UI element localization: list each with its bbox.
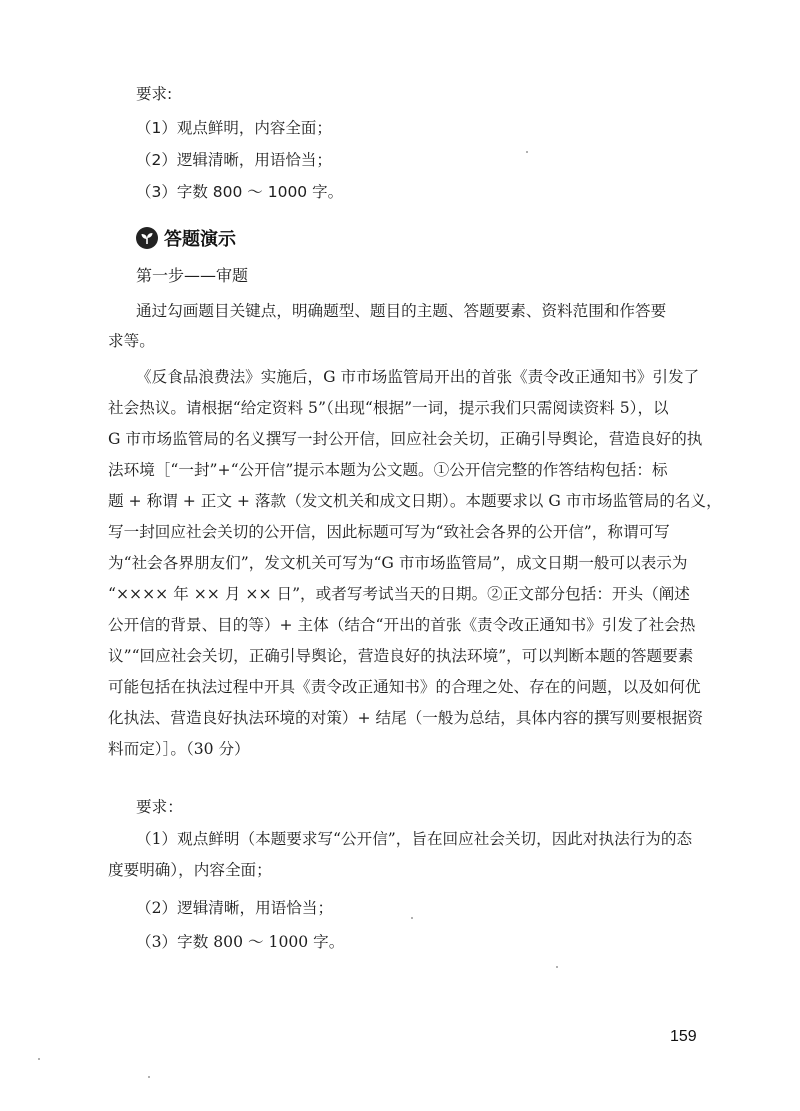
requirement-item-continued: 度要明确），内容全面；: [108, 861, 272, 879]
scan-speck: [148, 1076, 150, 1078]
paragraph-line: 写一封回应社会关切的公开信，因此标题可写为“致社会各界的公开信”，称谓可写: [108, 523, 670, 541]
section-heading: [136, 224, 236, 252]
paragraph-line: “×××× 年 ×× 月 ×× 日”，或者写考试当天的日期。②正文部分包括：开头（阐述: [108, 585, 690, 603]
section-title: 答题演示: [164, 229, 236, 250]
paragraph-line: 可能包括在执法过程中开具《责令改正通知书》的合理之处、存在的问题，以及如何优: [108, 678, 701, 696]
paragraph-line: 题 + 称谓 + 正文 + 落款（发文机关和成文日期）。本题要求以 G 市市场监管局的名义，: [108, 492, 722, 510]
paragraph-line: 化执法、营造良好执法环境的对策）+ 结尾（一般为总结，具体内容的撰写则要根据资: [108, 709, 703, 727]
paragraph-line: 社会热议。请根据“给定资料 5”（出现“根据”一词，提示我们只需阅读资料 5），以: [108, 399, 669, 417]
paragraph-line: 公开信的背景、目的等）+ 主体（结合“开出的首张《责令改正通知书》引发了社会热: [108, 616, 696, 634]
requirements-label: 要求：: [136, 798, 183, 816]
step-title: 第一步——审题: [136, 266, 249, 285]
scan-speck: [556, 966, 558, 968]
requirements-label: 要求:: [136, 85, 173, 103]
scan-speck: [526, 151, 528, 153]
paragraph-line: 求等。: [108, 332, 155, 350]
paragraph-line: 通过勾画题目关键点，明确题型、题目的主题、答题要素、资料范围和作答要: [136, 302, 667, 320]
paragraph-line: 为“社会各界朋友们”，发文机关可写为“G 市市场监管局”，成文日期一般可以表示为: [108, 554, 688, 572]
requirement-item: （2）逻辑清晰，用语恰当；: [136, 151, 332, 169]
sprout-icon: [136, 227, 158, 249]
requirement-item: （1）观点鲜明，内容全面；: [136, 119, 332, 137]
paragraph-line: 议”“回应社会关切，正确引导舆论，营造良好的执法环境”，可以判断本题的答题要素: [108, 647, 694, 665]
requirement-item: （1）观点鲜明（本题要求写“公开信”，旨在回应社会关切，因此对执法行为的态: [136, 830, 693, 848]
requirement-item: （3）字数 800 ～ 1000 字。: [136, 933, 345, 951]
paragraph-line: 法环境［“一封”+“公开信”提示本题为公文题。①公开信完整的作答结构包括：标: [108, 461, 668, 479]
paragraph-line: 料而定）］。（30 分）: [108, 740, 250, 758]
requirement-item: （3）字数 800 ～ 1000 字。: [136, 183, 344, 201]
page-number: 159: [670, 1028, 697, 1045]
scan-speck: [411, 917, 413, 919]
paragraph-line: 《反食品浪费法》实施后，G 市市场监管局开出的首张《责令改正通知书》引发了: [136, 368, 700, 386]
scan-speck: [38, 1058, 40, 1060]
paragraph-line: G 市市场监管局的名义撰写一封公开信，回应社会关切，正确引导舆论，营造良好的执: [108, 430, 703, 448]
requirement-item: （2）逻辑清晰，用语恰当；: [136, 899, 334, 917]
